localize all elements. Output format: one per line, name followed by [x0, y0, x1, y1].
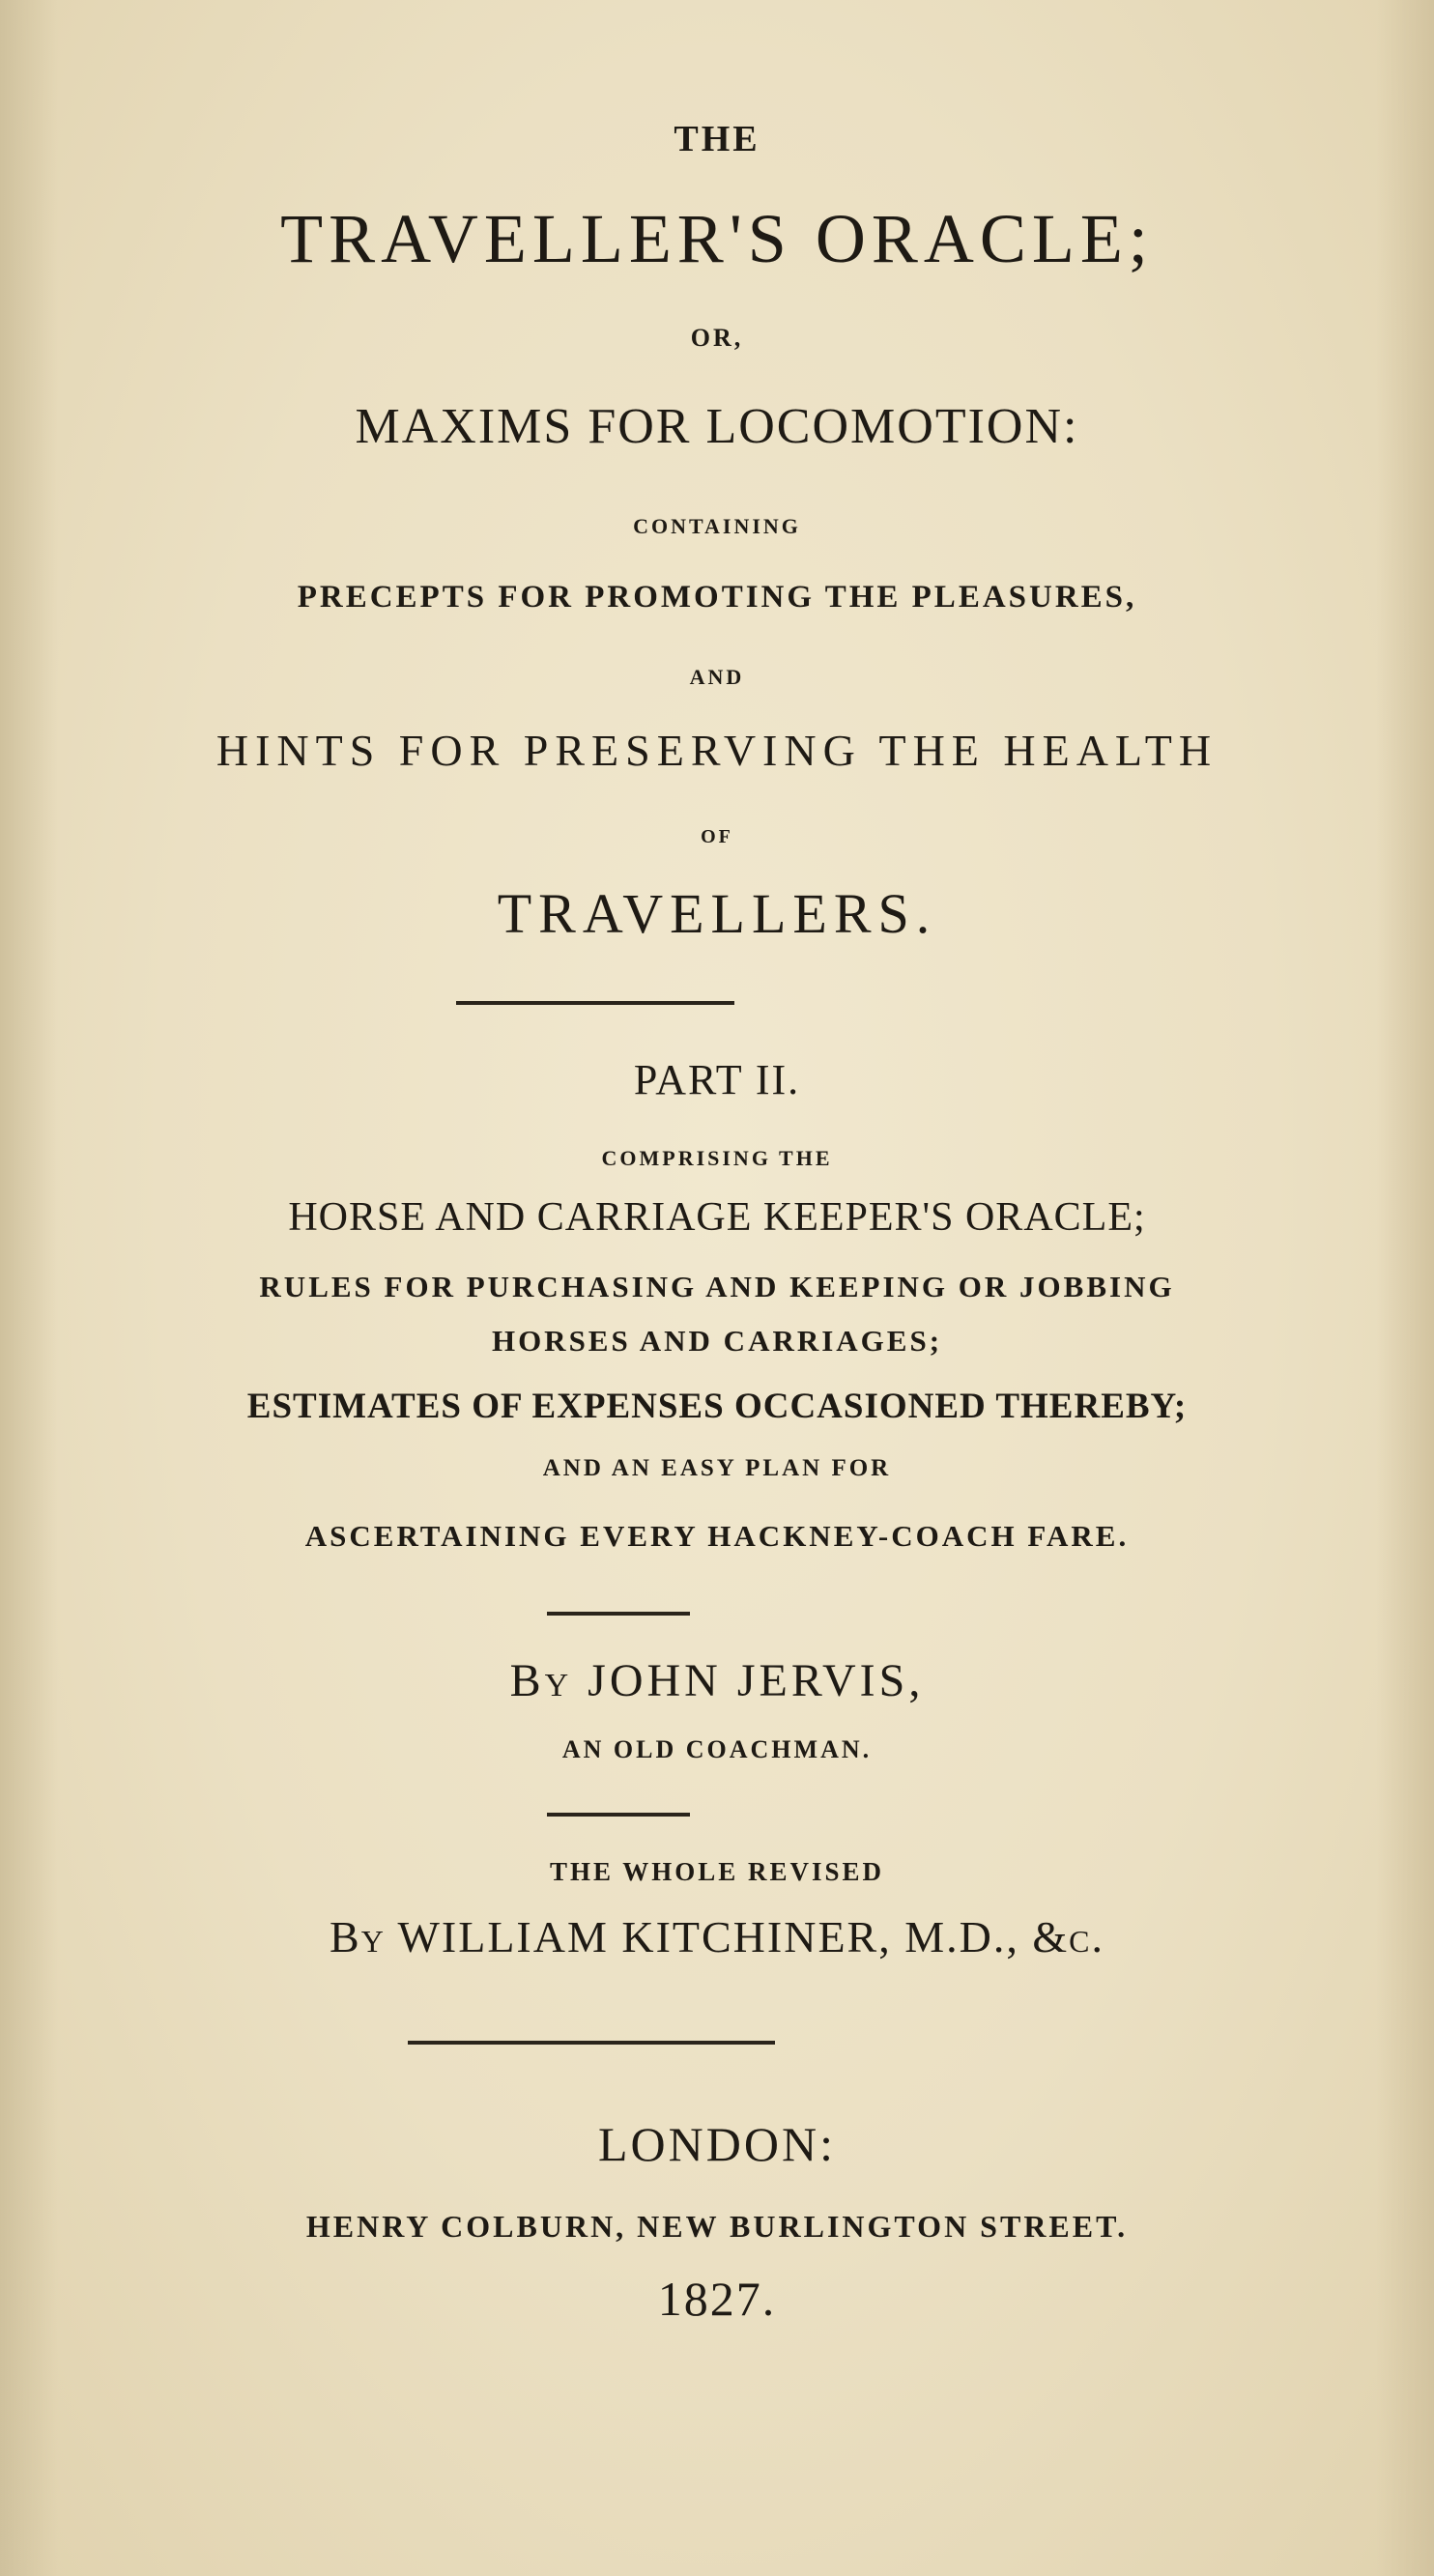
imprint-publisher: HENRY COLBURN, NEW BURLINGTON STREET.: [305, 2209, 1129, 2244]
revised-label: THE WHOLE REVISED: [549, 1857, 885, 1886]
travellers-line: TRAVELLERS.: [497, 882, 937, 945]
main-title: TRAVELLER'S ORACLE;: [280, 200, 1154, 277]
precepts-line: PRECEPTS FOR PROMOTING THE PLEASURES,: [297, 580, 1137, 615]
divider-rule: [547, 1612, 690, 1616]
comprising-label: COMPRISING THE: [601, 1146, 833, 1170]
estimates-line: ESTIMATES OF EXPENSES OCCASIONED THEREBY;: [246, 1387, 1188, 1426]
title-or: OR,: [690, 324, 744, 352]
title-the: THE: [674, 119, 760, 159]
author-line: By JOHN JERVIS,: [509, 1655, 925, 1706]
and-label: AND: [689, 665, 745, 689]
author-description: AN OLD COACHMAN.: [561, 1735, 873, 1763]
divider-rule: [456, 1001, 734, 1005]
easy-plan-line: AND AN EASY PLAN FOR: [542, 1455, 892, 1481]
containing-label: CONTAINING: [633, 514, 801, 538]
divider-rule: [408, 2041, 775, 2045]
reviser-line: By WILLIAM KITCHINER, M.D., &c.: [330, 1912, 1104, 1961]
imprint-city: LONDON:: [598, 2117, 836, 2171]
divider-rule: [547, 1813, 690, 1817]
horses-carriages-line: HORSES AND CARRIAGES;: [491, 1324, 943, 1358]
horse-oracle-line: HORSE AND CARRIAGE KEEPER'S ORACLE;: [288, 1195, 1146, 1240]
part-heading: PART II.: [633, 1056, 801, 1103]
imprint-year: 1827.: [657, 2272, 777, 2326]
ascertaining-line: ASCERTAINING EVERY HACKNEY-COACH FARE.: [304, 1519, 1130, 1553]
subtitle: MAXIMS FOR LOCOMOTION:: [355, 399, 1079, 454]
hints-line: HINTS FOR PRESERVING THE HEALTH: [215, 726, 1219, 775]
of-label: OF: [701, 826, 733, 847]
rules-line: RULES FOR PURCHASING AND KEEPING OR JOBBING: [259, 1270, 1175, 1303]
